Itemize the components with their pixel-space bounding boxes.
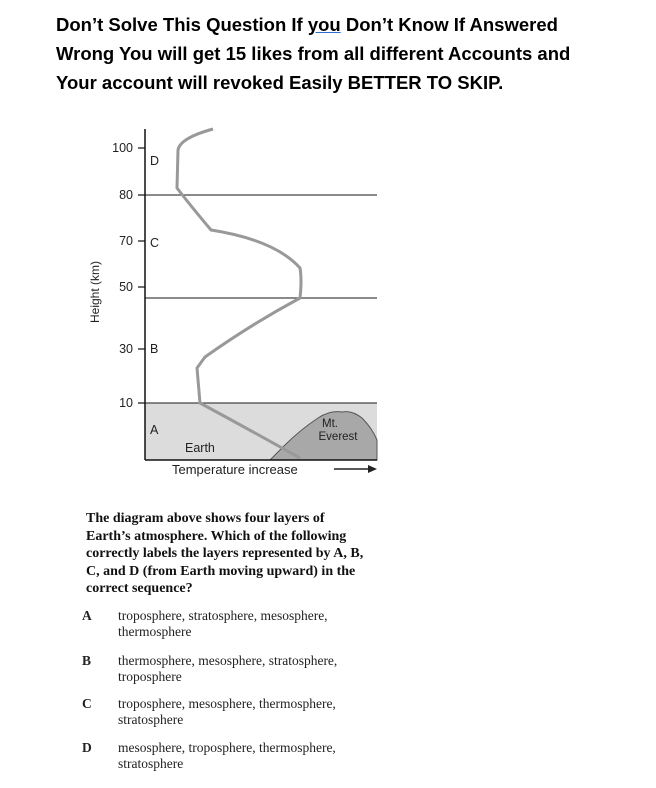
option-text: troposphere, mesosphere, thermosphere, xyxy=(118,696,336,711)
y-tick-label: 50 xyxy=(119,280,133,294)
header-line-3: Your account will revoked Easily BETTER TO SKIP. xyxy=(56,72,504,93)
layer-label-c: C xyxy=(150,236,160,250)
option-text: thermosphere xyxy=(118,623,192,639)
question-line: The diagram above shows four layers of xyxy=(86,511,325,526)
layer-label-b: B xyxy=(150,342,159,356)
y-tick-label: 80 xyxy=(119,188,133,202)
question-text xyxy=(86,510,446,598)
option-letter: A xyxy=(82,608,92,623)
question-line: correct sequence? xyxy=(86,581,193,596)
layer-label-a: A xyxy=(150,423,159,437)
option-text: troposphere, stratosphere, mesosphere, xyxy=(118,608,328,623)
mountain-label-line1: Mt. xyxy=(322,418,338,430)
mountain-label-line2: Everest xyxy=(318,431,358,443)
arrowhead-icon xyxy=(368,465,377,473)
option-text: thermosphere, mesosphere, stratosphere, xyxy=(118,653,338,668)
y-tick-label: 70 xyxy=(119,234,133,248)
question-line: C, and D (from Earth moving upward) in the xyxy=(86,563,356,579)
option-text: stratosphere xyxy=(118,711,184,727)
option-text: troposphere xyxy=(118,668,182,684)
option-letter: B xyxy=(82,653,92,668)
y-tick-label: 30 xyxy=(119,342,133,356)
question-line: Earth’s atmosphere. Which of the following xyxy=(86,528,347,544)
option-letter: C xyxy=(82,696,92,711)
underlined-word: you xyxy=(307,14,341,35)
earth-label: Earth xyxy=(185,441,215,455)
option-text: stratosphere xyxy=(118,755,184,771)
y-axis-label: Height (km) xyxy=(88,260,102,324)
header-line-2: Wrong You will get 15 likes from all different Accounts and xyxy=(56,43,571,64)
layer-label-d: D xyxy=(150,154,160,168)
option-text: mesosphere, troposphere, thermosphere, xyxy=(118,740,336,755)
y-tick-label: 100 xyxy=(112,141,133,155)
x-axis-label: Temperature increase xyxy=(172,462,298,477)
option-letter: D xyxy=(82,740,92,755)
y-tick-label: 10 xyxy=(119,396,133,410)
question-line: correctly labels the layers represented by A, B, xyxy=(86,546,364,561)
header-line-1: Don’t Solve This Question If you Don’t Know If Answered xyxy=(56,14,558,35)
